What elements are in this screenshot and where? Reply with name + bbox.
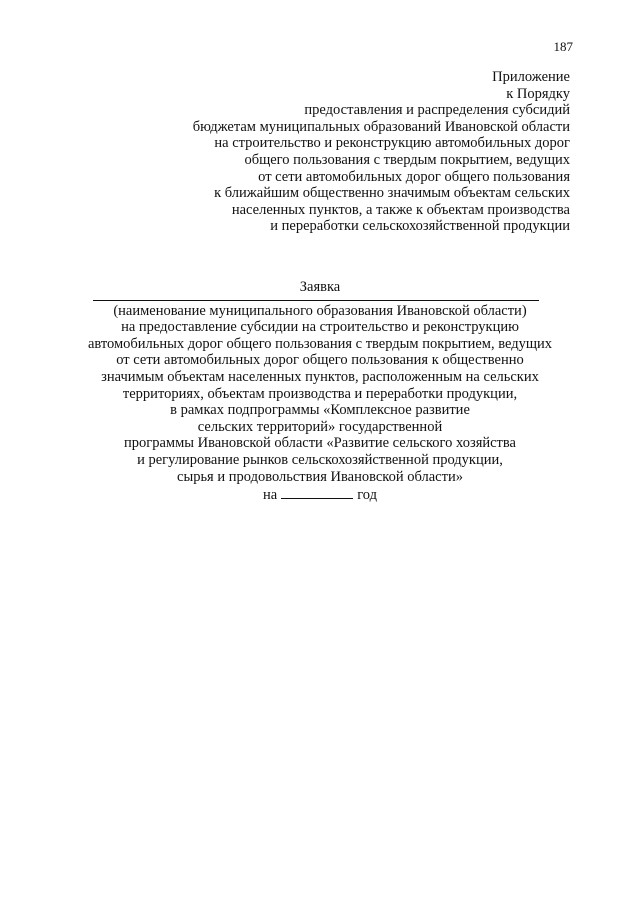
form-body-line: сельских территорий» государственной bbox=[197, 418, 443, 435]
appendix-line: на строительство и реконструкцию автомобильных дорог bbox=[214, 135, 570, 152]
form-body-line: сырья и продовольствия Ивановской области» bbox=[177, 468, 463, 485]
appendix-line: бюджетам муниципальных образований Ивановской области bbox=[192, 118, 570, 135]
year-prefix: на bbox=[263, 487, 278, 504]
appendix-line: предоставления и распределения субсидий bbox=[304, 102, 570, 119]
appendix-line: общего пользования с твердым покрытием, ведущих bbox=[244, 151, 570, 168]
appendix-header bbox=[90, 69, 570, 235]
form-body-line: и регулирование рынков сельскохозяйственной продукции, bbox=[137, 451, 503, 468]
form-body-line: от сети автомобильных дорог общего пользования к общественно bbox=[116, 352, 524, 369]
appendix-line: и переработки сельскохозяйственной продукции bbox=[270, 218, 570, 235]
year-suffix: год bbox=[357, 487, 377, 504]
appendix-line: к ближайшим общественно значимым объектам сельских bbox=[214, 185, 570, 202]
page-number: 187 bbox=[553, 39, 573, 54]
form-title: Заявка bbox=[299, 279, 341, 295]
application-form bbox=[70, 279, 570, 504]
municipality-caption: (наименование муниципального образования Ивановской области) bbox=[113, 302, 527, 319]
appendix-line: Приложение bbox=[492, 69, 570, 85]
form-body-line: в рамках подпрограммы «Комплексное развитие bbox=[170, 402, 470, 419]
municipality-name-line bbox=[93, 300, 539, 301]
appendix-line: к Порядку bbox=[506, 85, 570, 102]
year-blank-field bbox=[281, 485, 353, 499]
form-body-line: территориях, объектам производства и переработки продукции, bbox=[122, 385, 518, 402]
form-body-line: значимым объектам населенных пунктов, расположенным на сельских bbox=[101, 368, 539, 385]
appendix-line: населенных пунктов, а также к объектам производства bbox=[231, 201, 570, 218]
year-line bbox=[70, 485, 570, 504]
appendix-line: от сети автомобильных дорог общего пользования bbox=[258, 168, 570, 185]
form-body-line: автомобильных дорог общего пользования с твердым покрытием, ведущих bbox=[87, 335, 553, 352]
form-body-line: программы Ивановской области «Развитие сельского хозяйства bbox=[124, 435, 516, 452]
form-body-line: на предоставление субсидии на строительство и реконструкцию bbox=[121, 319, 519, 336]
